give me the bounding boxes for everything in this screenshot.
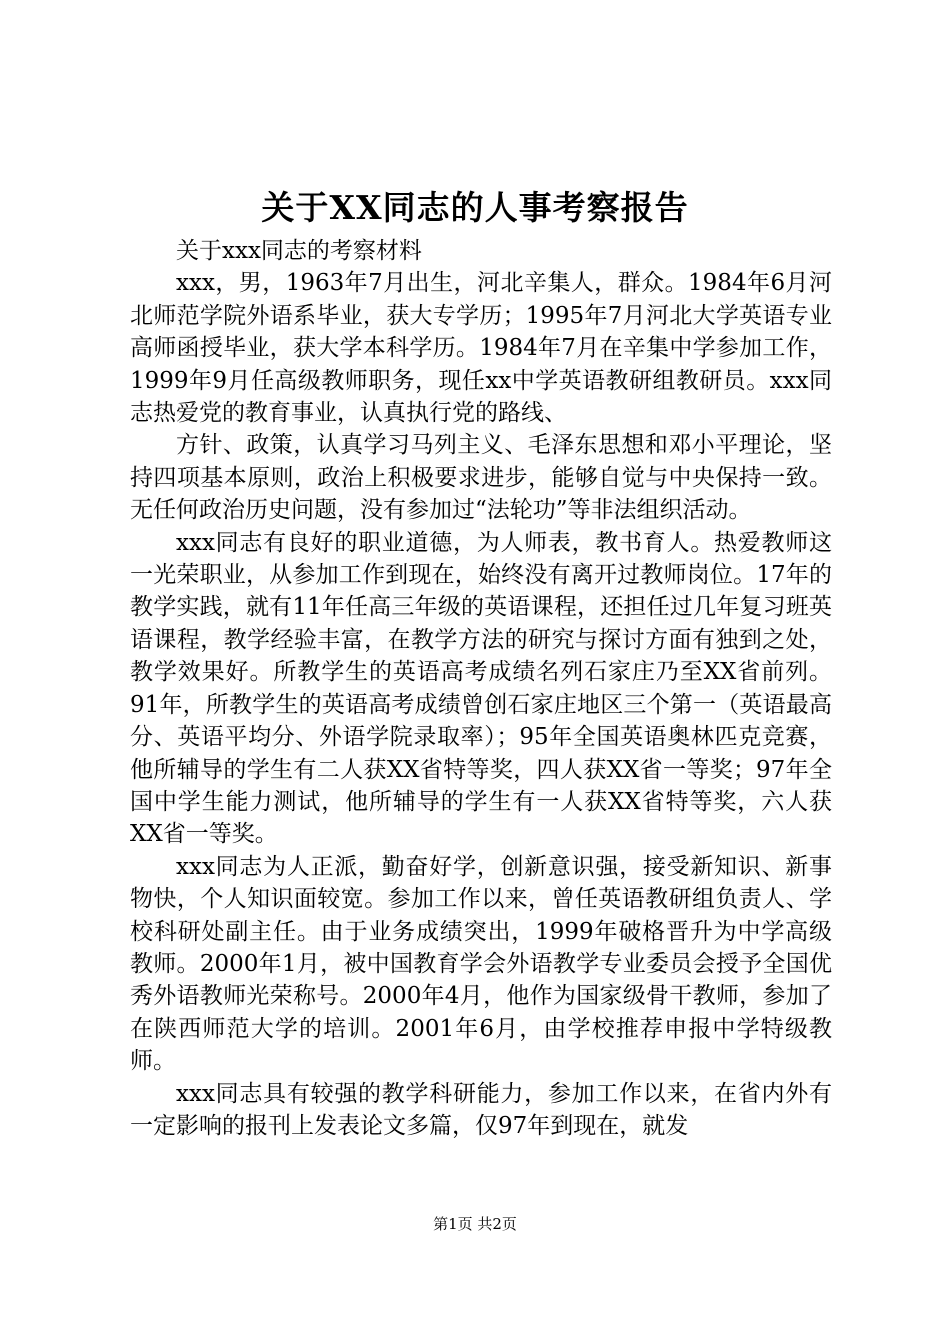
paragraph: xxx同志有良好的职业道德，为人师表，教书育人。热爱教师这一光荣职业，从参加工作到现在，始终没有离开过教师岗位。17年的教学实践，就有11年任高三年级的英语课程，还担任过几年复习班英语课程，教学经验丰富，在教学方法的研究与探讨方面有独到之处，教学效果好。所教学生的英语高考成绩名列石家庄乃至XX省前列。91年，所教学生的英语高考成绩曾创石家庄地区三个第一（英语最高分、英语平均分、外语学院录取率）；95年全国英语奥林匹克竞赛，他所辅导的学生有二人获XX省特等奖，四人获XX省一等奖；97年全国中学生能力测试，他所辅导的学生有一人获XX省特等奖，六人获XX省一等奖。: [130, 529, 832, 848]
paragraph: xxx，男，1963年7月出生，河北辛集人，群众。1984年6月河北师范学院外语系毕业，获大专学历；1995年7月河北大学英语专业高师函授毕业，获大学本科学历。1984年7月在辛集中学参加工作，1999年9月任高级教师职务，现任xx中学英语教研组教研员。xxx同志热爱党的教育事业，认真执行党的路线、: [130, 270, 832, 427]
paragraph: xxx同志具有较强的教学科研能力，参加工作以来，在省内外有一定影响的报刊上发表论文多篇，仅97年到现在，就发: [130, 1080, 832, 1139]
page-number-footer: 第1页 共2页: [433, 1215, 517, 1233]
document-title: 关于XX同志的人事考察报告: [261, 188, 689, 227]
paragraph: 方针、政策，认真学习马列主义、毛泽东思想和邓小平理论，坚持四项基本原则，政治上积极要求进步，能够自觉与中央保持一致。无任何政治历史问题，没有参加过“法轮功”等非法组织活动。: [130, 432, 832, 524]
document-body: [130, 235, 832, 1142]
paragraph: xxx同志为人正派，勤奋好学，创新意识强，接受新知识、新事物快，个人知识面较宽。参加工作以来，曾任英语教研组负责人、学校科研处副主任。由于业务成绩突出，1999年破格晋升为中学高级教师。2000年1月，被中国教育学会外语教学专业委员会授予全国优秀外语教师光荣称号。2000年4月，他作为国家级骨干教师，参加了在陕西师范大学的培训。2001年6月，由学校推荐申报中学特级教师。: [130, 853, 832, 1075]
paragraph-subtitle: 关于xxx同志的考察材料: [176, 238, 422, 264]
